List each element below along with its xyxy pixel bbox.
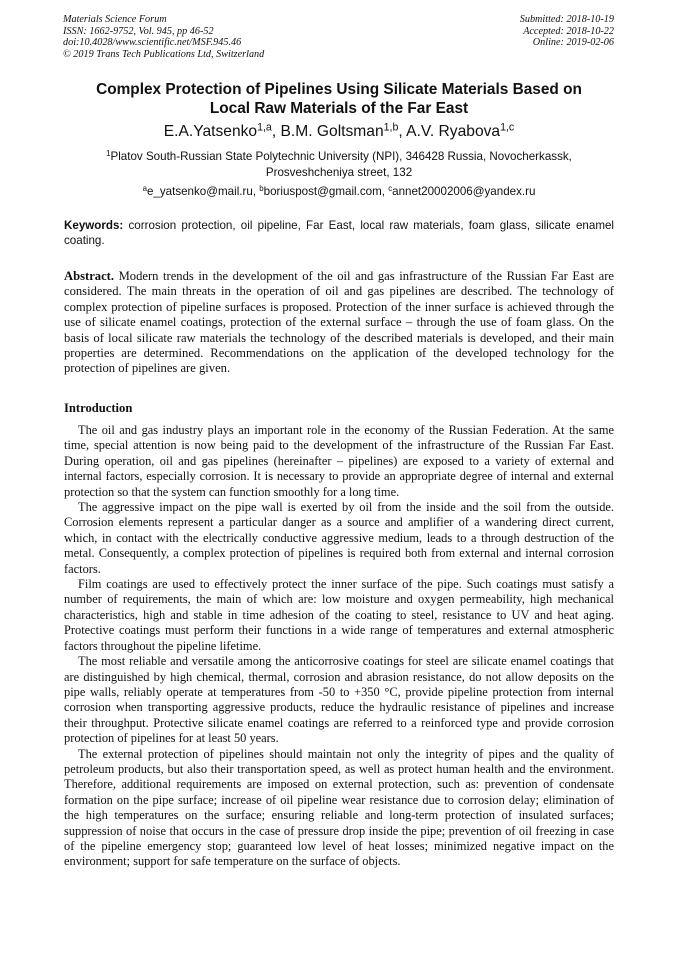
accepted-date: Accepted: 2018-10-22: [523, 25, 614, 37]
email-address[interactable]: annet20002006@yandex.ru: [392, 185, 536, 198]
affiliation-line-1: [60, 149, 618, 165]
section-heading-introduction: Introduction: [64, 401, 133, 415]
title-line-2: Local Raw Materials of the Far East: [209, 100, 469, 117]
body-paragraph: Film coatings are used to effectively protect the inner surface of the pipe. Such coatings must satisfy a number of requirements, the main of which are: low moisture and oxygen permeability, high mechanical characteristics, high and stable in time adhesion of the coating to steel, resistance to UV and heat aging. Protective coatings must perform their functions in a wide range of temperatures and external atmospheric factors throughout the pipeline lifetime.: [64, 577, 614, 653]
title-line-1: Complex Protection of Pipelines Using Silicate Materials Based on: [96, 81, 582, 98]
abstract-label: Abstract.: [64, 269, 115, 283]
issn-line: ISSN: 1662-9752, Vol. 945, pp 46-52: [63, 25, 214, 37]
keywords-block: [64, 218, 614, 249]
keywords-label: Keywords:: [64, 219, 124, 232]
body-paragraph: The oil and gas industry plays an important role in the economy of the Russian Federation. At the same time, special attention is now being paid to the development of the infrastructure of the Russian Far East. During operation, oil and gas pipelines (hereinafter – pipelines) are exposed to a variety of external and internal factors, especially corrosion. It is necessary to provide an appropriate degree of internal and external protection so that the system can function smoothly for a long time.: [64, 423, 614, 499]
email-separator: ,: [252, 185, 260, 198]
body-paragraph: The external protection of pipelines should maintain not only the integrity of pipes and the quality of petroleum products, but also their transportation speed, as well as protect human health and the environment. Therefore, additional requirements are imposed on external protection, such as: prevention of condensate formation on the pipe surface; increase of oil pipeline wear resistance due to corrosion delay; elimination of the high temperatures on the surface; ensuring reliable and long-term protection of insulated surfaces; suppression of noise that occurs in the case of pressure drop inside the pipe; prevention of oil freezing in case of the pipeline emergency stop; guaranteed low level of heat losses; minimized negative impact on the environment; support for safe temperature on the surface of objects.: [64, 746, 614, 869]
affiliation-text: Platov South-Russian State Polytechnic University (NPI), 346428 Russia, Novocherkassk,: [110, 150, 572, 163]
author-name: A.V. Ryabova: [406, 123, 501, 140]
email-address[interactable]: e_yatsenko@mail.ru: [146, 185, 253, 198]
abstract-block: [64, 269, 614, 377]
doi-line: doi:10.4028/www.scientific.net/MSF.945.46: [63, 37, 242, 49]
paper-title: [60, 80, 618, 118]
dates-info: [520, 14, 614, 49]
body-paragraph: The aggressive impact on the pipe wall is exerted by oil from the inside and the soil from the outside. Corrosion elements represent a particular danger as a source and amplifier of a wandering direct current, which, in contact with the electrically conductive aggressive medium, leads to a through destruction of the metal. Consequently, a complex protection of pipelines is required both from external and internal corrosion factors.: [64, 500, 614, 576]
submitted-date: Submitted: 2018-10-19: [519, 14, 614, 25]
email-mark: b: [259, 184, 264, 194]
copyright-line: © 2019 Trans Tech Publications Ltd, Switzerland: [63, 48, 265, 60]
affiliation-mark: 1: [106, 149, 111, 159]
email-list: [60, 184, 618, 199]
author-name: B.M. Goltsman: [280, 123, 384, 140]
email-mark: a: [142, 184, 147, 194]
journal-name: Materials Science Forum: [63, 14, 167, 25]
email-mark: c: [388, 184, 393, 194]
body-paragraph: The most reliable and versatile among the anticorrosive coatings for steel are silicate enamel coatings that are distinguished by high chemical, thermal, corrosion and abrasion resistance, do not allow deposits on the pipe walls, reliably operate at temperatures from -50 to +350 °C, provide pipeline protection from internal corrosion when transporting aggressive products, reduce the hydraulic resistance of pipelines and increase their throughput. Protective silicate enamel coatings are referred to a reinforced type and provide corrosion protection of pipelines for at least 50 years.: [64, 654, 614, 746]
author-name: E.A.Yatsenko: [163, 123, 258, 140]
affiliation-line-2: Prosveshcheniya street, 132: [265, 165, 413, 179]
author-affiliation-mark: 1,c: [500, 121, 515, 134]
author-affiliation-mark: 1,b: [383, 121, 399, 134]
author-affiliation-mark: 1,a: [257, 121, 272, 134]
author-list: [60, 122, 618, 142]
abstract-text: Modern trends in the development of the oil and gas infrastructure of the Russian Far East are considered. The main threats in the operation of oil and gas pipelines are described. The technology of complex protection of pipeline surfaces is proposed. Protection of the inner surface is achieved through the use of silicate enamel coatings, protection of the external surface – through the use of foam glass. On the basis of local silicate raw materials the technology of the described materials is developed, and their main properties are determined. Recommendations on the application of the developed technology for the protection of pipelines are given.: [64, 269, 614, 376]
keywords-text: corrosion protection, oil pipeline, Far East, local raw materials, foam glass, silicate enamel coating.: [64, 219, 614, 248]
affiliation: [60, 149, 618, 181]
journal-info: [63, 14, 264, 60]
email-separator: ,: [381, 185, 389, 198]
online-date: Online: 2019-02-06: [532, 37, 614, 49]
author-separator: ,: [271, 123, 281, 140]
email-address[interactable]: boriuspost@gmail.com: [263, 185, 382, 198]
author-separator: ,: [398, 123, 407, 140]
introduction-body: [64, 423, 614, 870]
